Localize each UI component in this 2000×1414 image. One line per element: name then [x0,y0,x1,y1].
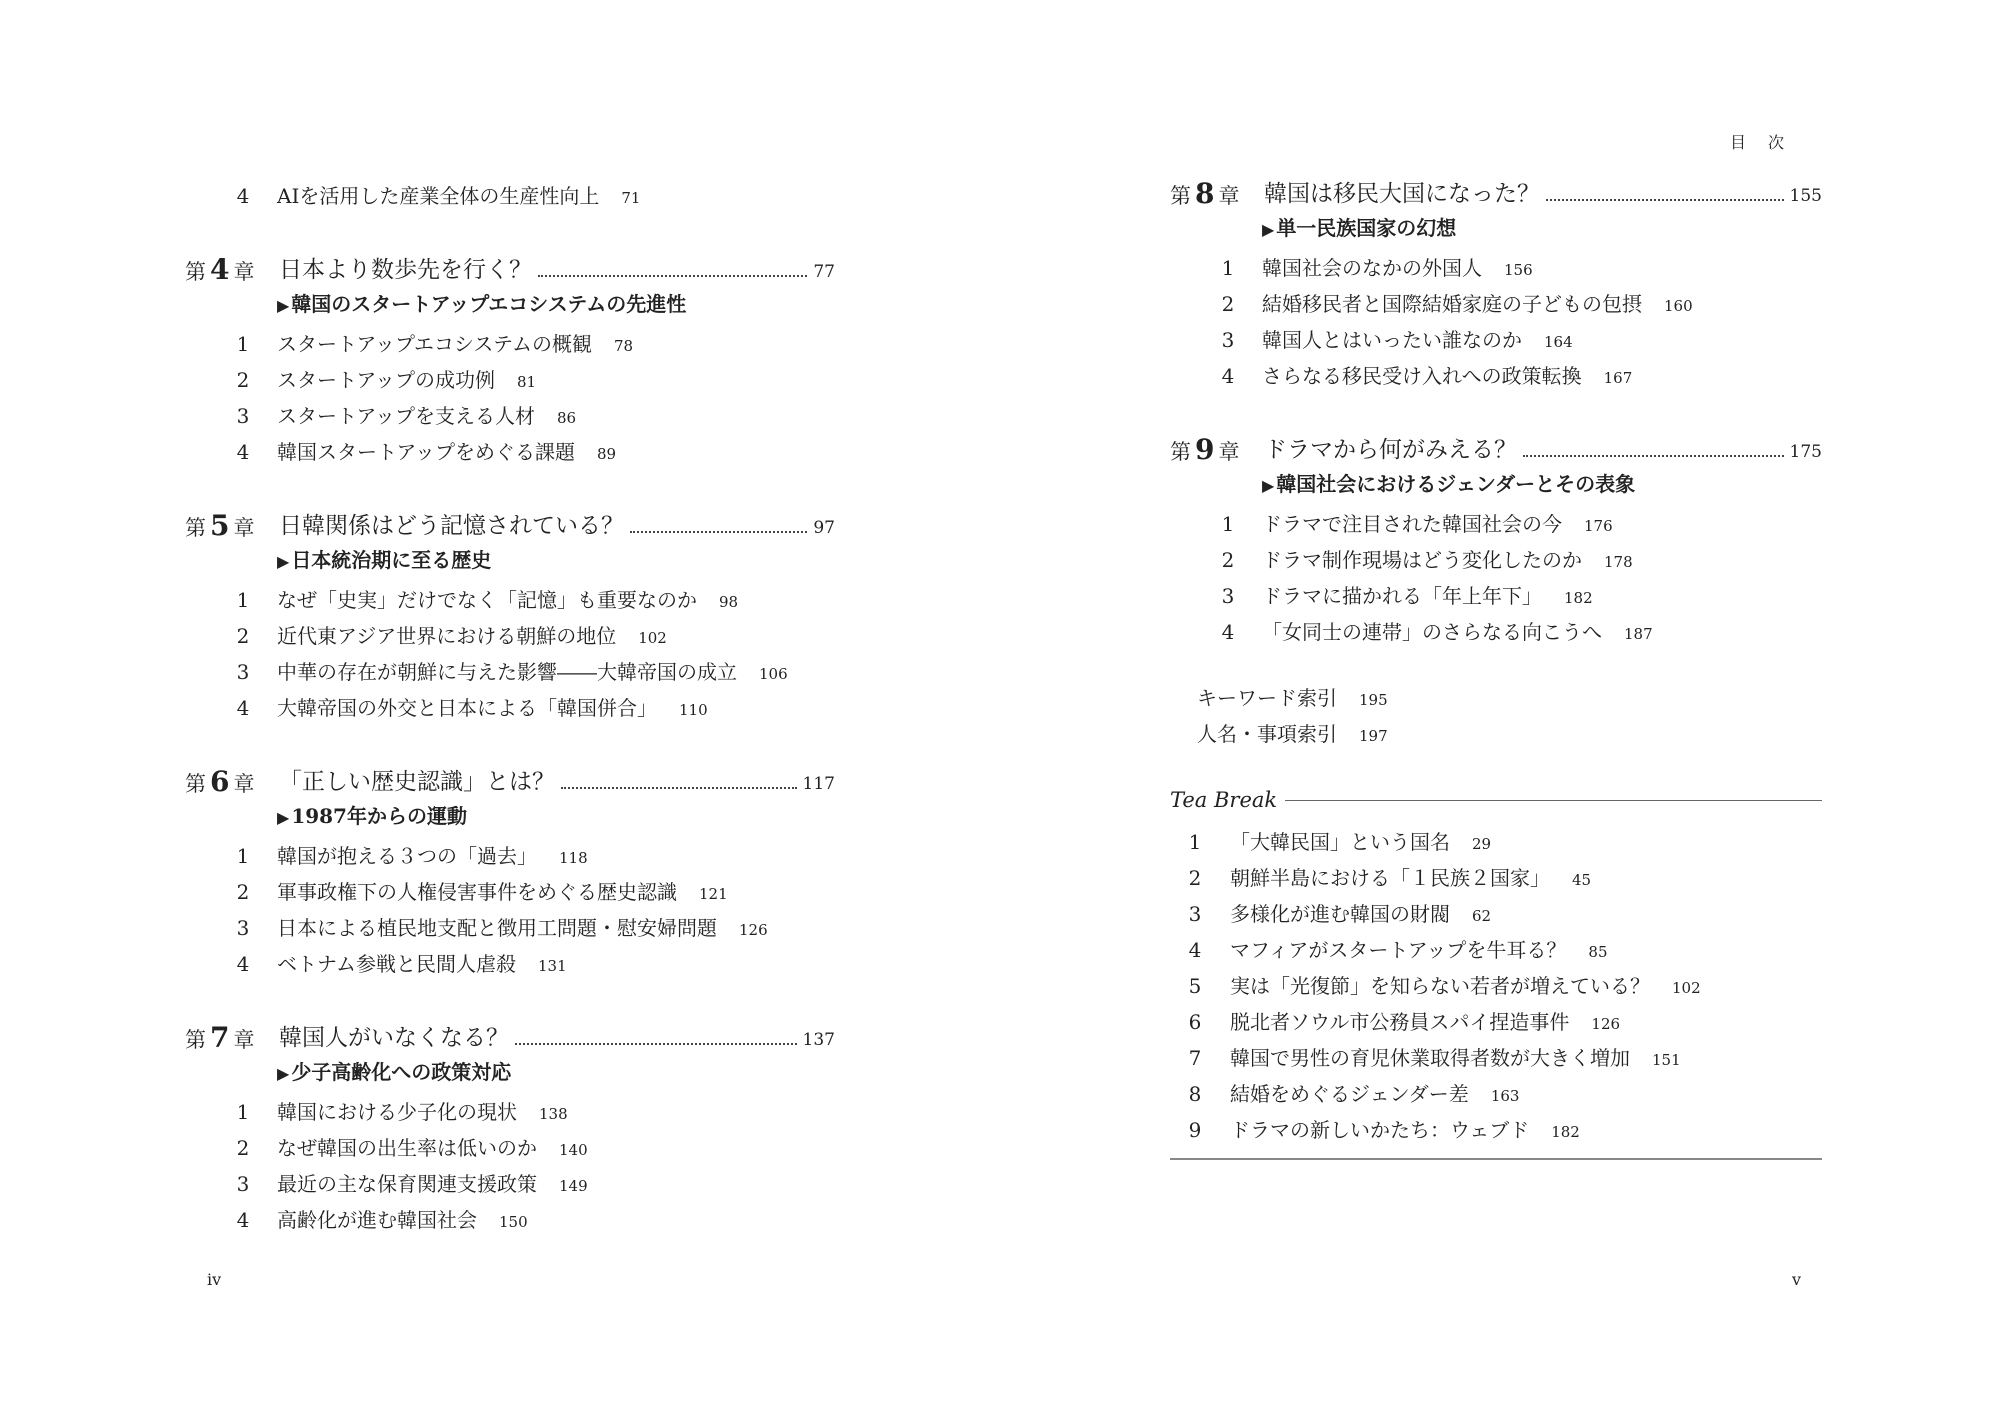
toc-item-title: 軍事政権下の人権侵害事件をめぐる歴史認識 [277,880,677,904]
toc-item-number: 2 [1221,292,1235,316]
toc-item-number: 1 [236,844,250,868]
index-item-title: 人名・事項索引 [1197,722,1337,746]
chapter-page: 137 [802,1030,835,1050]
toc-item-text-wrap [1230,968,1701,1006]
toc-item [185,582,835,618]
chapter-subtitle [185,288,835,320]
toc-item-title: 韓国人とはいったい誰なのか [1262,328,1522,352]
chapter-number: 6 [210,765,230,798]
toc-item-title: 韓国スタートアップをめぐる課題 [277,440,575,464]
index-item-title: キーワード索引 [1197,686,1337,710]
chapter-subtitle [1170,468,1822,500]
chapter-label-post: 章 [233,260,255,284]
toc-item-number: 8 [1188,1082,1202,1106]
toc-item-text-wrap [277,1202,528,1240]
toc-item-title: 多様化が進む韓国の財閥 [1230,902,1450,926]
chapter-number: 8 [1195,177,1215,210]
toc-item-number: 4 [236,1208,250,1232]
toc-item [1170,506,1822,542]
chapter-7 [185,1020,835,1238]
toc-item-title: なぜ「史実」だけでなく「記憶」も重要なのか [277,588,697,612]
index-item-page: 195 [1359,691,1388,709]
toc-item-page: 167 [1603,369,1633,387]
toc-item-page: 187 [1624,625,1653,643]
toc-item-number: 2 [236,624,250,648]
toc-item-page: 160 [1664,297,1693,315]
toc-item-text-wrap [1230,1040,1681,1078]
page-number-left: iv [207,1270,222,1289]
toc-item-title: 中華の存在が朝鮮に与えた影響――大韓帝国の成立 [277,660,737,684]
chapter-label [185,508,254,546]
chapter-title: 日韓関係はどう記憶されている？ [279,513,624,539]
toc-item-text-wrap [1262,542,1633,580]
toc-item [1170,578,1822,614]
leader-dots [630,531,807,533]
toc-item-title: 高齢化が進む韓国社会 [277,1208,477,1232]
chapter-heading [185,1020,835,1056]
toc-item-text-wrap [277,1094,568,1132]
toc-item-text-wrap [1262,286,1693,324]
toc-item-text-wrap [1230,1112,1580,1150]
toc-item-title: 「大韓民国」という国名 [1230,830,1450,854]
toc-right-column [1170,176,1822,1160]
tea-break-item [1170,1112,1822,1148]
toc-item-number: 9 [1188,1118,1202,1142]
toc-item-title: 近代東アジア世界における朝鮮の地位 [277,624,617,648]
toc-item-text-wrap [1262,322,1573,360]
toc-item-number: 4 [1221,620,1235,644]
toc-item [1170,614,1822,650]
toc-item-title: 日本による植民地支配と徴用工問題・慰安婦問題 [277,916,717,940]
toc-item-text-wrap [1262,506,1613,544]
toc-item-text-wrap [277,582,738,620]
tea-break-item [1170,1004,1822,1040]
tea-break-item [1170,896,1822,932]
index-item-page: 197 [1359,727,1388,745]
toc-item-page: 164 [1544,333,1573,351]
toc-item-text-wrap [277,434,616,472]
chapter-label-post: 章 [233,772,255,796]
toc-item [1170,322,1822,358]
chapter-title: 韓国は移民大国になった？ [1264,181,1540,207]
toc-item-title: ドラマ制作現場はどう変化したのか [1262,548,1582,572]
chapter-number: 9 [1195,433,1215,466]
toc-item-number: 1 [236,1100,250,1124]
chapter-heading [185,508,835,544]
toc-item-number: 1 [1221,512,1235,536]
tea-break-item [1170,1076,1822,1112]
toc-item-page: 126 [1591,1015,1621,1033]
triangle-bullet-icon: ▶ [277,1064,290,1083]
toc-item-page: 151 [1652,1051,1681,1069]
toc-item-number: 3 [1221,584,1235,608]
toc-item-title: 韓国で男性の育児休業取得者数が大きく増加 [1230,1046,1630,1070]
toc-item-page: 182 [1564,589,1593,607]
chapter-subtitle-text: 少子高齢化への政策対応 [291,1060,512,1084]
chapter-label [1170,432,1239,470]
toc-item-page: 102 [1672,979,1701,997]
toc-item-text-wrap [1197,716,1388,754]
toc-item-page: 102 [638,629,667,647]
toc-item [185,910,835,946]
toc-item-text-wrap [277,618,667,656]
toc-item-page: 131 [538,957,567,975]
toc-item-title: 脱北者ソウル市公務員スパイ捏造事件 [1230,1010,1570,1034]
toc-item-title: ベトナム参戦と民間人虐殺 [277,952,516,976]
toc-item-number: 1 [1221,256,1235,280]
toc-item-number: 4 [236,952,250,976]
toc-item-text-wrap [277,910,768,948]
toc-item-title: スタートアップを支える人材 [277,404,535,428]
toc-item [185,1202,835,1238]
toc-item-page: 149 [559,1177,588,1195]
toc-item-number: 3 [236,660,250,684]
toc-item-page: 106 [759,665,788,683]
chapter-page: 117 [802,774,835,794]
toc-item [1170,250,1822,286]
chapter-title-row [279,508,835,546]
toc-item-page: 163 [1490,1087,1520,1105]
chapter-subtitle [185,544,835,576]
toc-item-number: 4 [1221,364,1235,388]
toc-item-number: 1 [236,332,250,356]
toc-item [185,690,835,726]
toc-item-page: 85 [1588,943,1608,961]
tea-break-item [1170,932,1822,968]
toc-item-number: 4 [1188,938,1202,962]
toc-item-title: 実は「光復節」を知らない若者が増えている？ [1230,974,1650,998]
toc-item-title: 「女同士の連帯」のさらなる向こうへ [1262,620,1602,644]
chapter-subtitle-text: 1987年からの運動 [291,804,467,828]
toc-item-title: 韓国が抱える３つの「過去」 [277,844,537,868]
toc-item-page: 62 [1472,907,1492,925]
chapter-label [185,1020,254,1058]
chapter-label-post: 章 [233,1028,255,1052]
toc-item-text-wrap [1262,250,1533,288]
toc-item-number: 2 [236,880,250,904]
toc-item [185,1094,835,1130]
toc-item-text-wrap [1230,896,1491,934]
tea-break-item [1170,968,1822,1004]
toc-item-number: 4 [236,696,250,720]
leader-dots [538,275,807,277]
toc-item-text-wrap [277,362,536,400]
index-item-person [1170,716,1822,752]
chapter-page: 97 [813,518,835,538]
toc-item-number: 3 [1188,902,1202,926]
chapter-subtitle-text: 韓国のスタートアップエコシステムの先進性 [291,292,687,316]
toc-item-title: ドラマに描かれる「年上年下」 [1262,584,1542,608]
chapter-page: 155 [1789,186,1822,206]
toc-item [185,362,835,398]
toc-item-text-wrap [277,178,640,216]
toc-item-number: 3 [236,916,250,940]
toc-left-column [185,178,835,1238]
toc-item-text-wrap [1230,1076,1519,1114]
chapter-6 [185,764,835,982]
chapter-9 [1170,432,1822,650]
running-head: 目次 [1730,133,1807,152]
chapter-number: 7 [210,1021,230,1054]
toc-item [185,1166,835,1202]
toc-item-page: 118 [559,849,588,867]
toc-item-title: スタートアップの成功例 [277,368,495,392]
toc-item [1170,358,1822,394]
toc-item-title: ドラマで注目された韓国社会の今 [1262,512,1562,536]
toc-item-page: 176 [1584,517,1613,535]
chapter-subtitle-text: 日本統治期に至る歴史 [291,548,492,572]
chapter-title-row [279,1020,835,1058]
triangle-bullet-icon: ▶ [277,552,290,571]
chapter-8 [1170,176,1822,394]
toc-item-page: 86 [557,409,577,427]
tea-break-section [1170,782,1822,1160]
toc-item-text-wrap [1230,1004,1620,1042]
toc-item-title: 大韓帝国の外交と日本による「韓国併合」 [277,696,657,720]
chapter-heading [185,764,835,800]
toc-item-number: 1 [236,588,250,612]
toc-item [185,838,835,874]
chapter-title: 韓国人がいなくなる？ [279,1025,509,1051]
toc-item-page: 81 [517,373,537,391]
chapter-page: 175 [1789,442,1822,462]
chapter-4 [185,252,835,470]
tea-break-item [1170,1040,1822,1076]
toc-item [185,874,835,910]
toc-item-text-wrap [277,326,633,364]
chapter-heading [1170,432,1822,468]
chapter-label-pre: 第 [185,260,206,284]
triangle-bullet-icon: ▶ [1262,220,1275,239]
toc-item-text-wrap [277,874,728,912]
toc-item-number: 4 [236,440,250,464]
toc-item-number: 2 [236,1136,250,1160]
chapter-page: 77 [813,262,835,282]
chapter-title-row [1264,432,1822,470]
toc-item [185,398,835,434]
chapter-label-pre: 第 [1170,440,1191,464]
index-item-keyword [1170,680,1822,716]
chapter-heading [185,252,835,288]
chapter-label-pre: 第 [185,516,206,540]
toc-item-text-wrap [1230,824,1491,862]
toc-item [185,618,835,654]
chapter-title: 「正しい歴史認識」とは？ [279,769,555,795]
toc-item-title: マフィアがスタートアップを牛耳る？ [1230,938,1567,962]
toc-item-number: 3 [236,404,250,428]
toc-item-text-wrap [277,690,708,728]
chapter-title: ドラマから何がみえる？ [1264,437,1517,463]
index-list [1170,680,1822,752]
chapter-label-pre: 第 [185,1028,206,1052]
toc-item-text-wrap [1262,614,1653,652]
toc-item-title: 結婚をめぐるジェンダー差 [1230,1082,1469,1106]
tea-break-item [1170,860,1822,896]
page-number-right: v [1792,1270,1802,1289]
chapter-label [1170,176,1239,214]
chapter-subtitle-text: 韓国社会におけるジェンダーとその表象 [1276,472,1636,496]
toc-item [1170,286,1822,322]
chapter-subtitle [1170,212,1822,244]
toc-item-page: 138 [539,1105,568,1123]
toc-item-number: 3 [1221,328,1235,352]
tea-break-heading [1170,782,1822,818]
chapter-label-pre: 第 [1170,184,1191,208]
toc-item-title: 朝鮮半島における「１民族２国家」 [1230,866,1550,890]
toc-item-page: 45 [1572,871,1592,889]
toc-item-title: AIを活用した産業全体の生産性向上 [277,184,600,208]
toc-item-page: 110 [679,701,708,719]
toc-item-page: 126 [739,921,768,939]
chapter-5 [185,508,835,726]
leader-dots [561,787,797,789]
chapter-subtitle-text: 単一民族国家の幻想 [1276,216,1457,240]
leader-dots [1523,455,1784,457]
toc-item-number: 5 [1188,974,1202,998]
chapter-label-pre: 第 [185,772,206,796]
toc-item-title: スタートアップエコシステムの概観 [277,332,592,356]
chapter-subtitle [185,1056,835,1088]
toc-item-page: 78 [614,337,634,355]
toc-item-page: 182 [1551,1123,1580,1141]
toc-item [185,946,835,982]
toc-item-text-wrap [277,838,588,876]
triangle-bullet-icon: ▶ [1262,476,1275,495]
toc-item-title: 韓国社会のなかの外国人 [1262,256,1482,280]
toc-item-title: なぜ韓国の出生率は低いのか [277,1136,537,1160]
toc-item-text-wrap [277,1166,588,1204]
toc-item [185,1130,835,1166]
toc-item-number: 3 [236,1172,250,1196]
toc-item-text-wrap [277,946,567,984]
toc-item-page: 98 [719,593,739,611]
chapter-label-post: 章 [233,516,255,540]
toc-item-number: 2 [1221,548,1235,572]
toc-item-number: 1 [1188,830,1202,854]
toc-item-text-wrap [1262,578,1593,616]
chapter-title-row [279,252,835,290]
chapter-title-row [279,764,835,802]
toc-item-text-wrap [1230,932,1608,970]
toc-item-page: 178 [1604,553,1633,571]
toc-item-title: 結婚移民者と国際結婚家庭の子どもの包摂 [1262,292,1642,316]
toc-item-number: 4 [236,184,250,208]
toc-item-page: 29 [1472,835,1492,853]
chapter-heading [1170,176,1822,212]
toc-item [1170,542,1822,578]
tea-break-rule [1285,800,1822,801]
toc-item-text-wrap [1262,358,1632,396]
chapter-subtitle [185,800,835,832]
chapter-label [185,764,254,802]
toc-item [185,654,835,690]
tea-break-list [1170,824,1822,1148]
toc-item-text-wrap [1197,680,1388,718]
tea-break-title: Tea Break [1170,788,1278,812]
toc-item-title: さらなる移民受け入れへの政策転換 [1262,364,1582,388]
chapter-title: 日本より数歩先を行く？ [279,257,532,283]
toc-item-title: 最近の主な保育関連支援政策 [277,1172,537,1196]
toc-item-text-wrap [277,398,576,436]
toc-item-page: 140 [559,1141,588,1159]
toc-item-page: 150 [499,1213,528,1231]
toc-item-number: 2 [1188,866,1202,890]
tea-break-item [1170,824,1822,860]
toc-item-title: ドラマの新しいかたち：ウェブド [1230,1118,1530,1142]
toc-item-number: 2 [236,368,250,392]
toc-item-text-wrap [277,654,788,692]
toc-item [185,178,835,214]
toc-item-number: 6 [1188,1010,1202,1034]
leader-dots [1546,199,1784,201]
toc-item-page: 71 [621,189,641,207]
toc-item-title: 韓国における少子化の現状 [277,1100,517,1124]
tea-break-bottom-rule [1170,1158,1822,1160]
leader-dots [515,1043,797,1045]
chapter-label-post: 章 [1218,440,1240,464]
chapter-number: 4 [210,253,230,286]
triangle-bullet-icon: ▶ [277,296,290,315]
toc-item [185,326,835,362]
chapter-number: 5 [210,509,230,542]
triangle-bullet-icon: ▶ [277,808,290,827]
chapter-label [185,252,254,290]
toc-item-page: 89 [597,445,617,463]
chapter-title-row [1264,176,1822,214]
toc-item [185,434,835,470]
toc-item-page: 121 [699,885,728,903]
toc-item-page: 156 [1504,261,1533,279]
toc-item-text-wrap [1230,860,1591,898]
toc-item-text-wrap [277,1130,588,1168]
chapter-label-post: 章 [1218,184,1240,208]
toc-item-number: 7 [1188,1046,1202,1070]
